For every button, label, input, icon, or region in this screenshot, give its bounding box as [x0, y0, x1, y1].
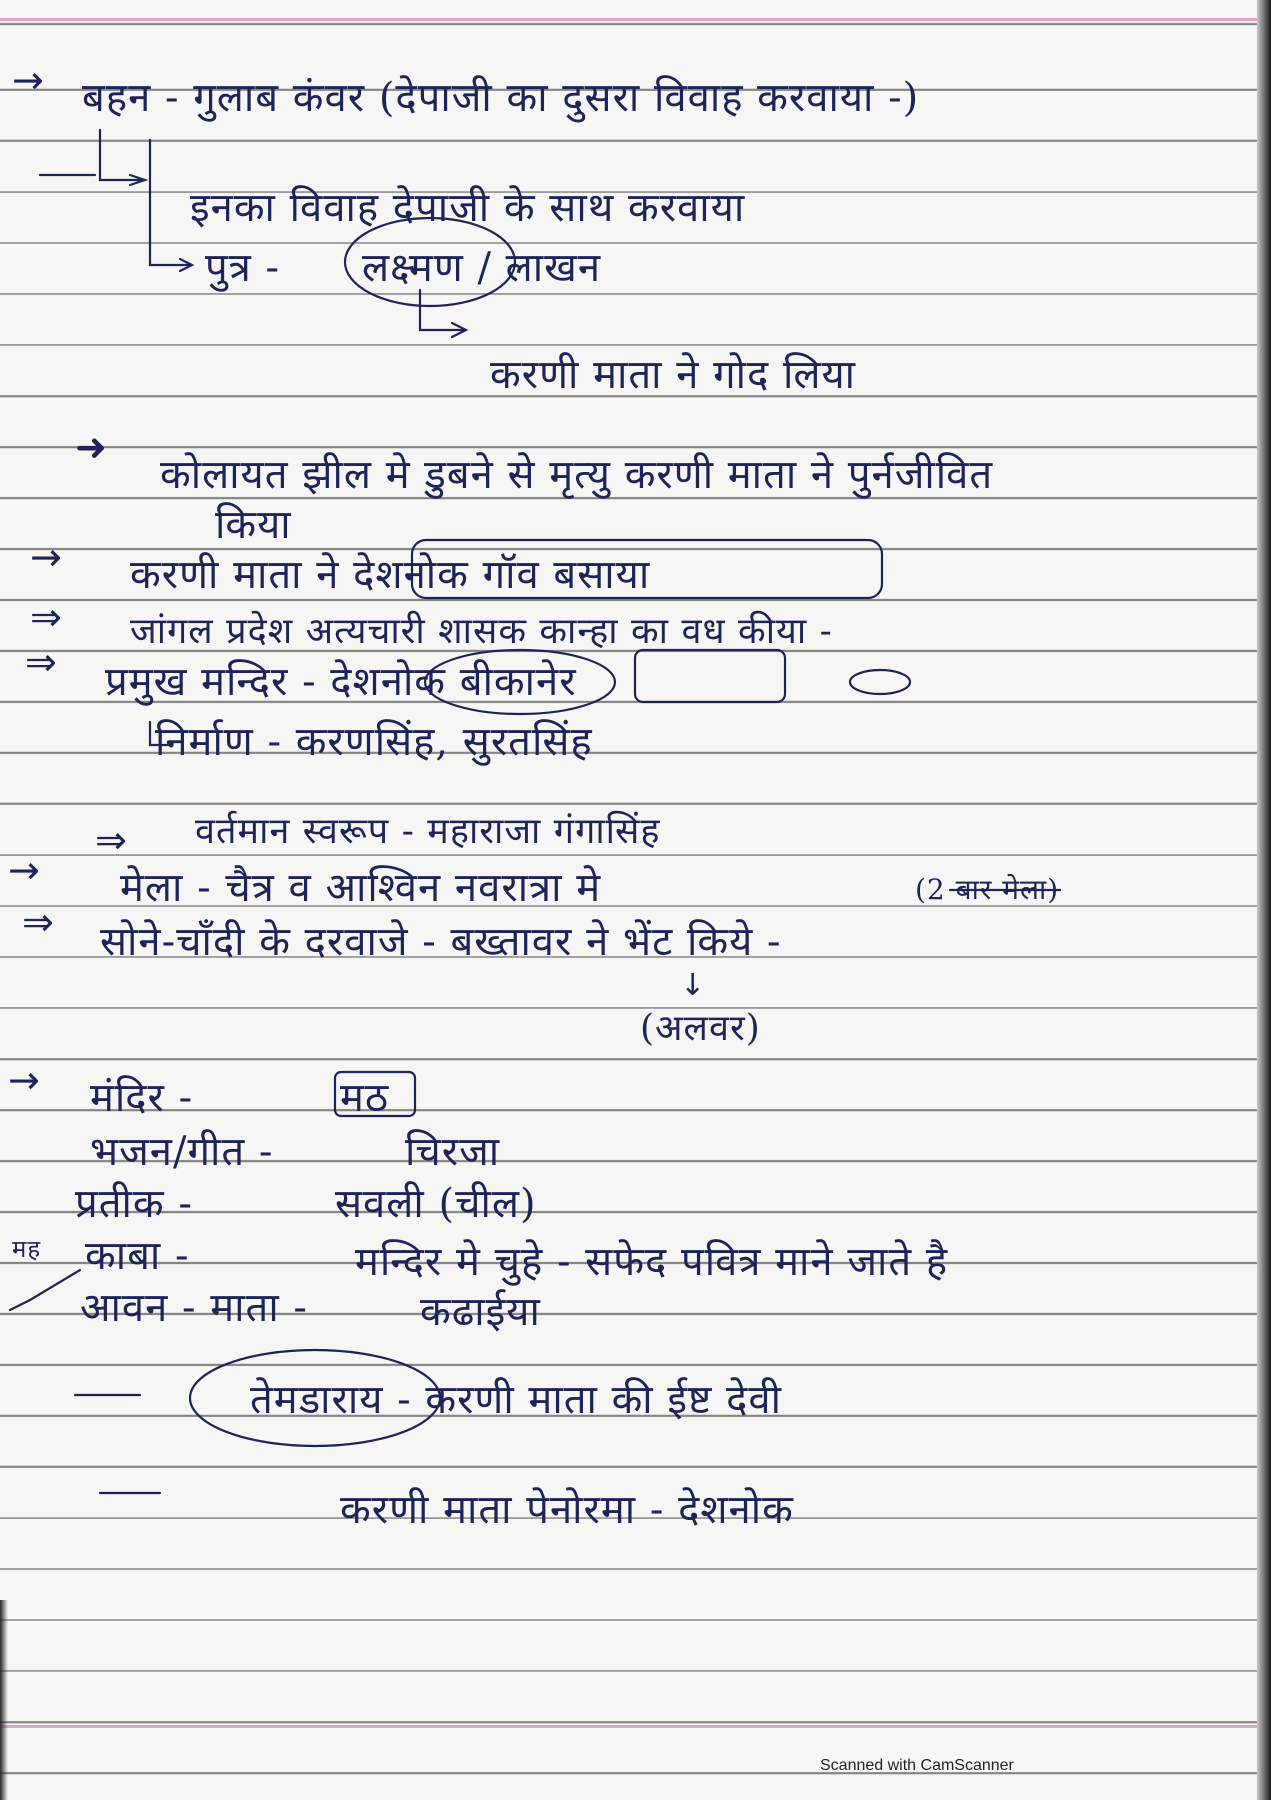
note-deshnok-line: करणी माता ने देशनोक गॉव बसाया: [130, 552, 651, 598]
note-aavan-value: कढाईया: [420, 1289, 541, 1335]
note-temple-label: मंदिर -: [90, 1075, 194, 1121]
arrow-icon: →: [30, 535, 62, 579]
note-son-label: पुत्र -: [205, 245, 281, 291]
page-edge-shadow: [1257, 0, 1271, 1800]
scanner-watermark: Scanned with CamScanner: [820, 1757, 1014, 1774]
note-kaba-label: काबा -: [85, 1233, 190, 1279]
arrow-icon: ➜: [75, 425, 107, 469]
arrow-icon: →: [12, 58, 44, 102]
note-symbol-value: सवली (चील): [335, 1181, 537, 1227]
note-temple-value: मठ: [340, 1075, 390, 1121]
down-arrow-icon: ↓: [680, 968, 706, 1003]
note-fair-note: (2 बार मेला): [915, 873, 1060, 906]
note-present-form: वर्तमान स्वरूप - महाराजा गंगासिंह: [195, 811, 661, 852]
note-kolayat-line2: किया: [215, 502, 292, 548]
arrow-icon: →: [8, 848, 40, 892]
arrow-icon: →: [8, 1058, 40, 1102]
box-highlight-icon: [635, 650, 785, 702]
note-fair-line: मेला - चैत्र व आश्विन नवरात्रा मे: [120, 865, 602, 911]
note-aavan-label: आवन - माता -: [80, 1285, 308, 1331]
bracket-arrow-icon: [420, 290, 465, 330]
note-bhajan-label: भजन/गीत -: [90, 1129, 274, 1175]
bottom-margin-line: [0, 1725, 1271, 1728]
note-panorama-line: करणी माता पेनोरमा - देशनोक: [340, 1487, 794, 1533]
double-arrow-icon: ⇒: [25, 640, 57, 684]
page-edge-shadow-left: [0, 1600, 8, 1800]
note-margin-mark: मह: [12, 1235, 42, 1263]
note-main-temple: प्रमुख मन्दिर - देशनोक बीकानेर: [105, 659, 577, 705]
double-arrow-icon: ⇒: [95, 818, 127, 862]
note-son-name: लक्ष्मण / लाखन: [362, 245, 602, 291]
note-doors-line: सोने-चाँदी के दरवाजे - बख्तावर ने भेंट किये -: [100, 919, 782, 965]
double-arrow-icon: ⇒: [22, 900, 54, 944]
bracket-arrow-icon: [100, 130, 140, 180]
top-margin-line: [0, 18, 1271, 21]
note-alwar: (अलवर): [640, 1008, 761, 1049]
note-marriage-line: इनका विवाह देपाजी के साथ करवाया: [190, 185, 746, 231]
note-sister-line: बहन - गुलाब कंवर (देपाजी का दुसरा विवाह करवाया -): [82, 75, 920, 121]
note-temdarai-line: तेमडाराय - करणी माता की ईष्ट देवी: [250, 1377, 782, 1423]
note-kolayat-line1: कोलायत झील मे डुबने से मृत्यु करणी माता ने पुर्नजीवित: [160, 452, 994, 498]
note-kaba-value: मन्दिर मे चुहे - सफेद पवित्र माने जाते है: [355, 1239, 949, 1285]
note-symbol-label: प्रतीक -: [75, 1181, 193, 1227]
note-bhajan-value: चिरजा: [405, 1129, 501, 1175]
note-adoption: करणी माता ने गोद लिया: [490, 352, 857, 398]
note-jangal-line: जांगल प्रदेश अत्यचारी शासक कान्हा का वध कीया -: [130, 611, 833, 652]
note-construction: निर्माण - करणसिंह, सुरतसिंह: [155, 719, 593, 765]
bracket-arrow-icon: [150, 140, 190, 265]
double-arrow-icon: ⇒: [30, 595, 62, 639]
